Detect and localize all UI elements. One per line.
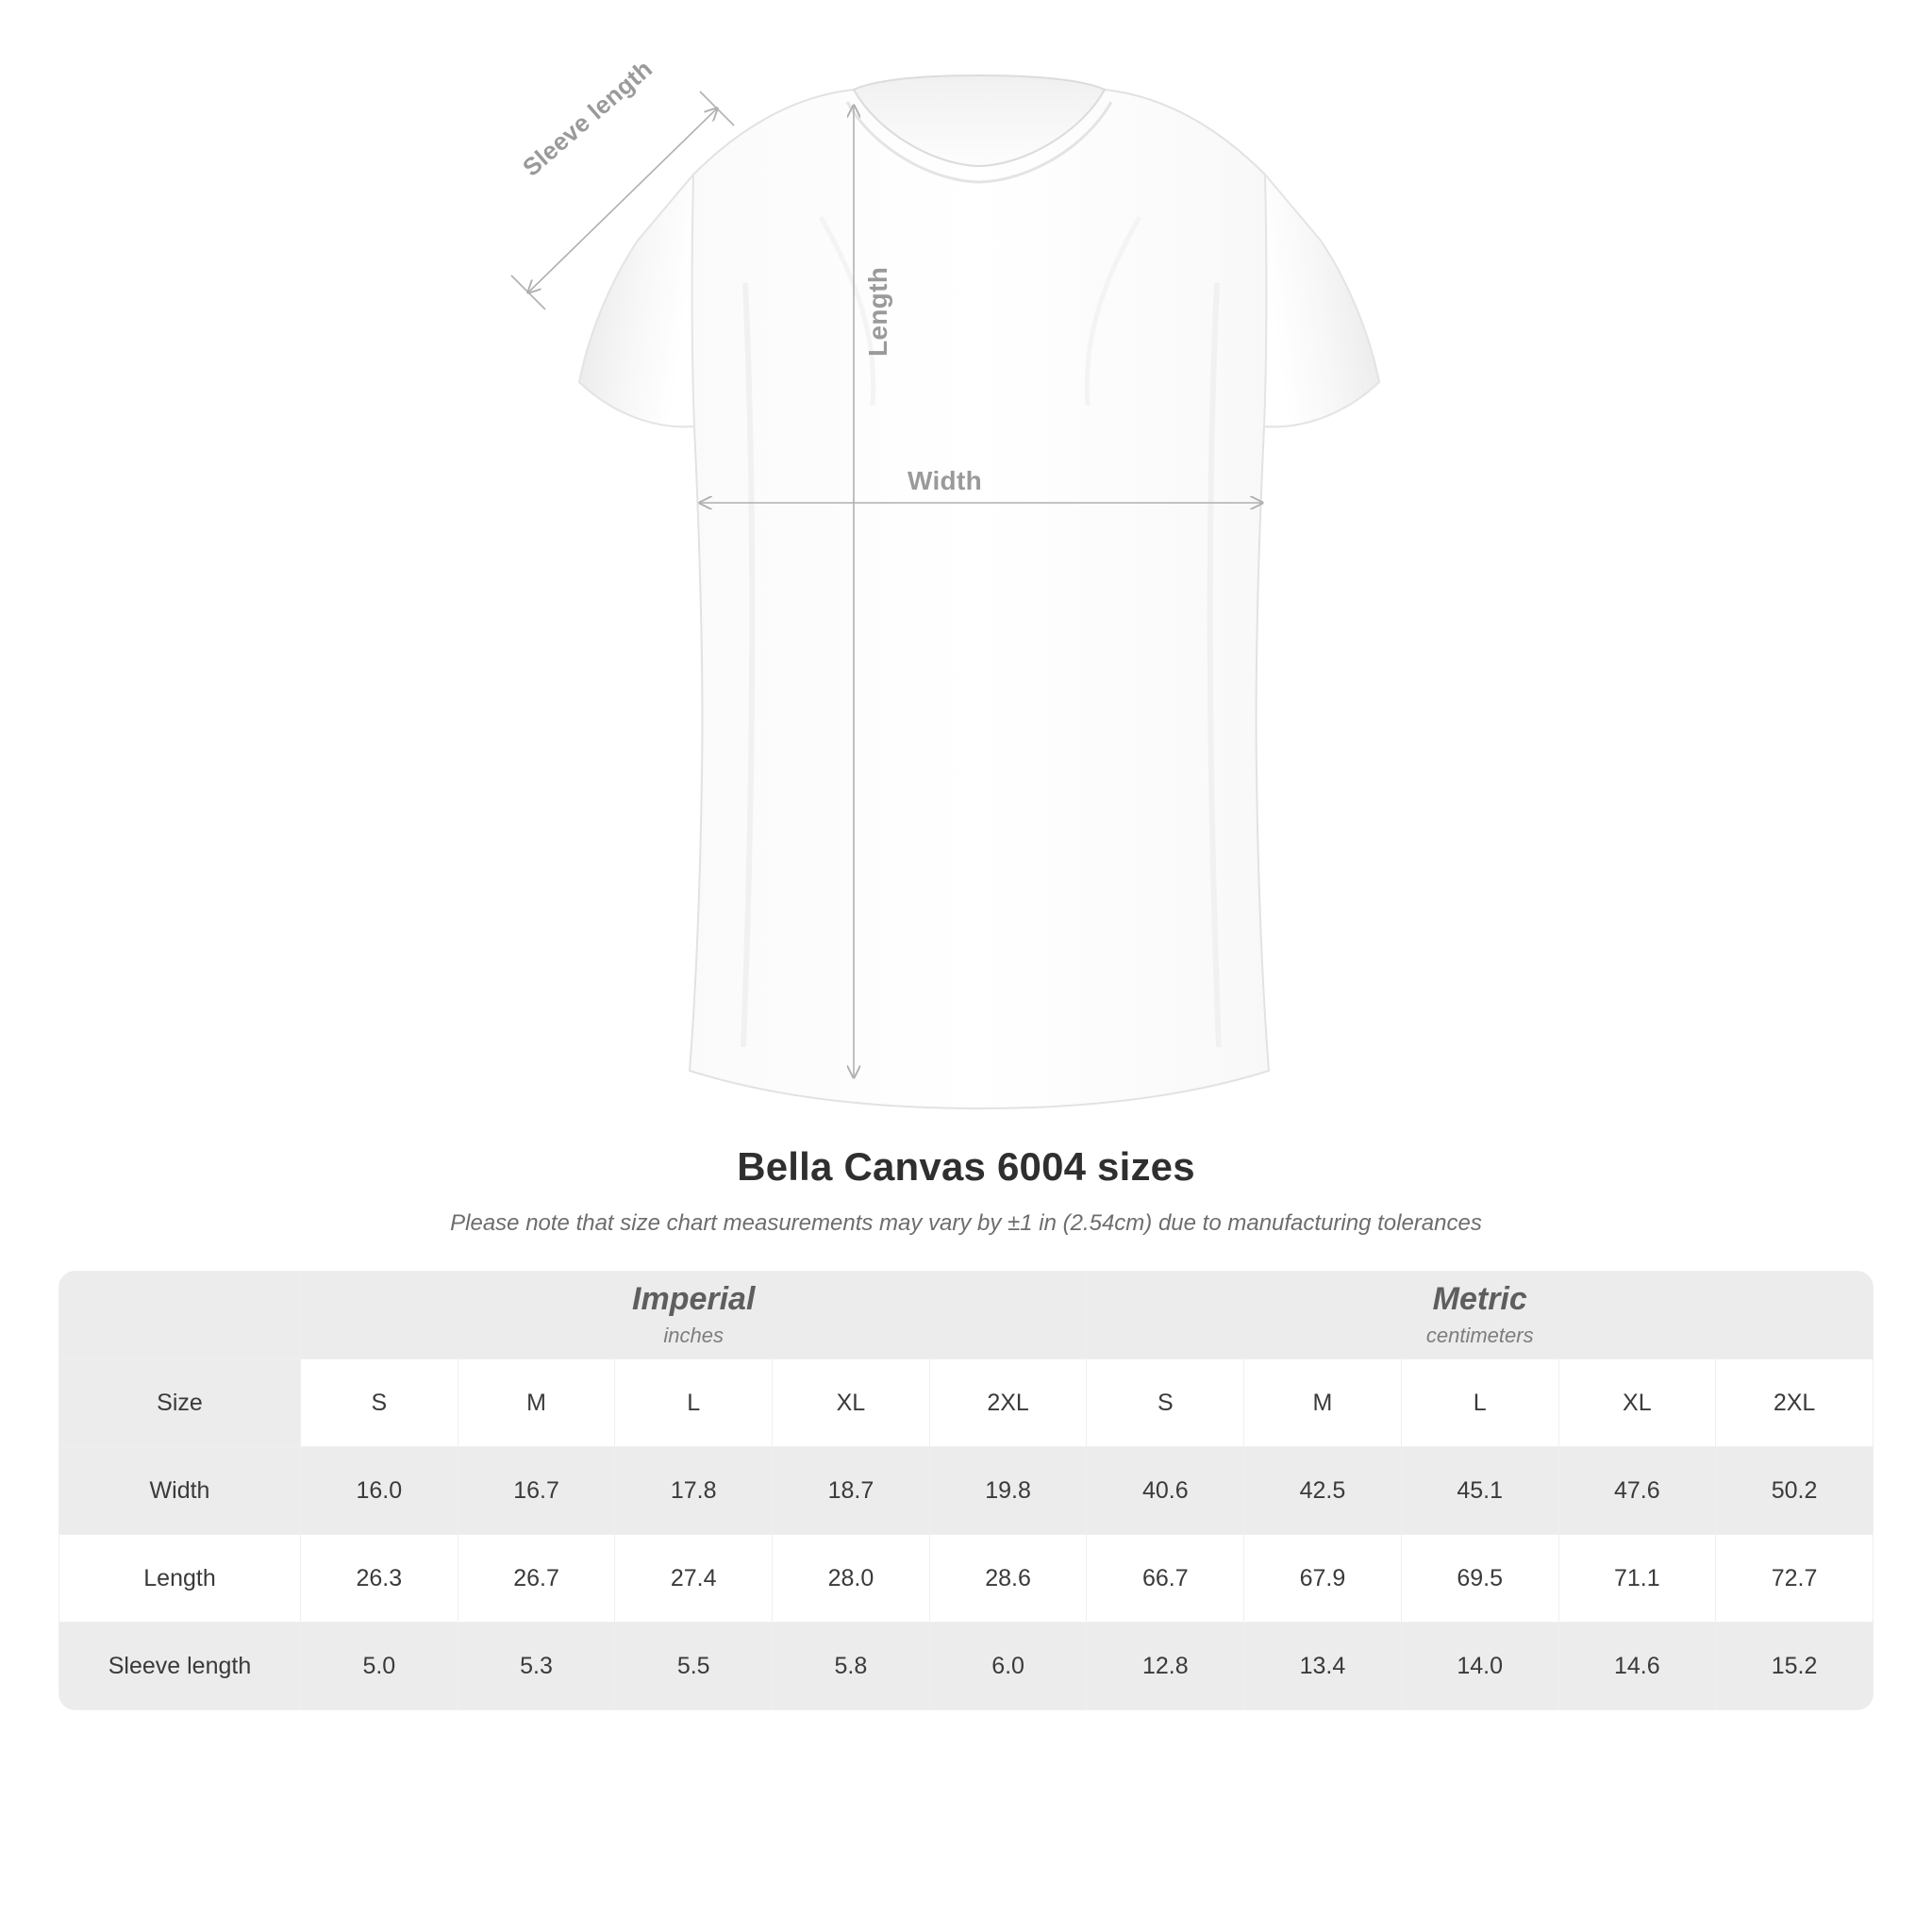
cell-width-imperial-2xl: 19.8 — [929, 1447, 1087, 1535]
cell-width-metric-2xl: 50.2 — [1716, 1447, 1874, 1535]
row-header-width: Width — [59, 1447, 301, 1535]
column-header-metric-m: M — [1244, 1359, 1402, 1447]
metric-title: Metric — [1432, 1281, 1527, 1318]
column-header-metric-xl: XL — [1558, 1359, 1716, 1447]
page-title: Bella Canvas 6004 sizes — [737, 1144, 1195, 1189]
column-header-imperial-s: S — [301, 1359, 458, 1447]
cell-length-imperial-2xl: 28.6 — [929, 1535, 1087, 1623]
cell-length-metric-m: 67.9 — [1244, 1535, 1402, 1623]
cell-sleeve-imperial-xl: 5.8 — [773, 1623, 930, 1710]
table-row — [59, 1535, 1874, 1623]
column-header-imperial-xl: XL — [773, 1359, 930, 1447]
column-header-imperial-l: L — [615, 1359, 773, 1447]
cell-length-metric-l: 69.5 — [1401, 1535, 1558, 1623]
cell-width-metric-xl: 47.6 — [1558, 1447, 1716, 1535]
cell-sleeve-imperial-s: 5.0 — [301, 1623, 458, 1710]
table-corner-size-label: Size — [59, 1359, 301, 1447]
imperial-title: Imperial — [632, 1281, 756, 1318]
column-header-metric-l: L — [1401, 1359, 1558, 1447]
cell-length-imperial-m: 26.7 — [458, 1535, 615, 1623]
column-header-row — [59, 1359, 1874, 1447]
cell-width-imperial-l: 17.8 — [615, 1447, 773, 1535]
width-label: Width — [908, 466, 982, 495]
cell-sleeve-metric-m: 13.4 — [1244, 1623, 1402, 1710]
tolerance-note: Please note that size chart measurements may vary by ±1 in (2.54cm) due to manufacturing tolerances — [450, 1210, 1482, 1236]
metric-subtitle: centimeters — [1425, 1323, 1534, 1347]
row-header-sleeve-length: Sleeve length — [59, 1623, 301, 1710]
cell-sleeve-metric-l: 14.0 — [1401, 1623, 1558, 1710]
column-header-imperial-2xl: 2XL — [929, 1359, 1087, 1447]
tshirt-body — [579, 90, 1379, 1108]
column-header-metric-s: S — [1087, 1359, 1244, 1447]
length-label: Length — [863, 266, 892, 357]
tshirt-sleeve-right — [1264, 175, 1379, 426]
title-block — [0, 1144, 1932, 1237]
cell-sleeve-metric-2xl: 15.2 — [1716, 1623, 1874, 1710]
table-row — [59, 1447, 1874, 1535]
cell-sleeve-imperial-2xl: 6.0 — [929, 1623, 1087, 1710]
unit-header-corner — [59, 1272, 301, 1359]
cell-width-imperial-m: 16.7 — [458, 1447, 615, 1535]
unit-header-imperial — [301, 1272, 1087, 1359]
tshirt-sleeve-left — [579, 175, 694, 426]
cell-length-metric-2xl: 72.7 — [1716, 1535, 1874, 1623]
row-header-length: Length — [59, 1535, 301, 1623]
cell-width-metric-m: 42.5 — [1244, 1447, 1402, 1535]
size-table-wrapper — [58, 1271, 1874, 1710]
cell-width-metric-s: 40.6 — [1087, 1447, 1244, 1535]
unit-header-metric — [1087, 1272, 1874, 1359]
cell-sleeve-imperial-m: 5.3 — [458, 1623, 615, 1710]
cell-sleeve-imperial-l: 5.5 — [615, 1623, 773, 1710]
size-table — [58, 1271, 1874, 1710]
column-header-imperial-m: M — [458, 1359, 615, 1447]
imperial-subtitle: inches — [663, 1323, 724, 1347]
cell-width-imperial-xl: 18.7 — [773, 1447, 930, 1535]
cell-length-imperial-xl: 28.0 — [773, 1535, 930, 1623]
unit-header-row — [59, 1272, 1874, 1359]
sleeve-length-label: Sleeve length — [517, 54, 658, 182]
cell-length-imperial-s: 26.3 — [301, 1535, 458, 1623]
cell-length-metric-xl: 71.1 — [1558, 1535, 1716, 1623]
cell-sleeve-metric-s: 12.8 — [1087, 1623, 1244, 1710]
table-row — [59, 1623, 1874, 1710]
cell-width-metric-l: 45.1 — [1401, 1447, 1558, 1535]
cell-length-imperial-l: 27.4 — [615, 1535, 773, 1623]
column-header-metric-2xl: 2XL — [1716, 1359, 1874, 1447]
cell-width-imperial-s: 16.0 — [301, 1447, 458, 1535]
cell-length-metric-s: 66.7 — [1087, 1535, 1244, 1623]
cell-sleeve-metric-xl: 14.6 — [1558, 1623, 1716, 1710]
